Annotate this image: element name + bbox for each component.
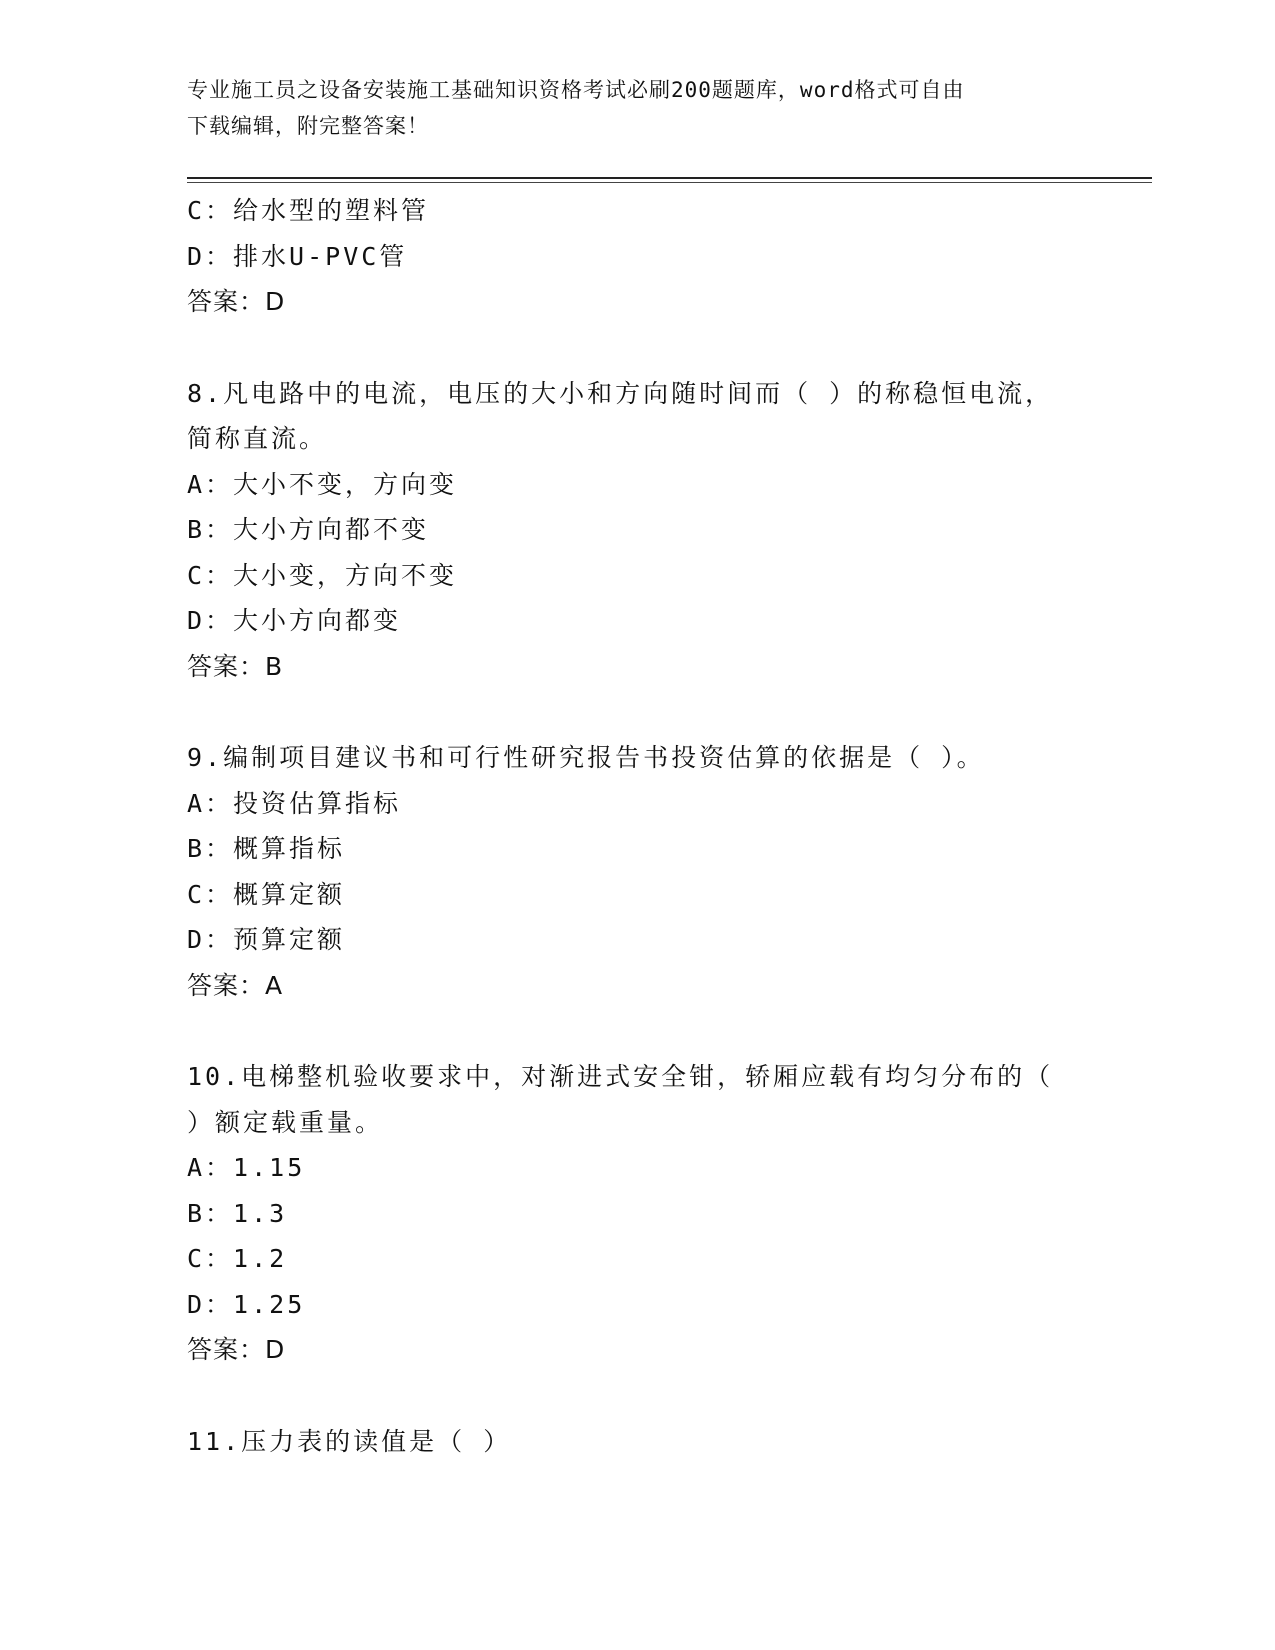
option-d: D：大小方向都变 — [187, 606, 402, 635]
answer-line: 答案：A — [187, 970, 284, 1000]
question-10 — [187, 1054, 1087, 1373]
option-c: C：大小变，方向不变 — [187, 560, 458, 590]
spacer — [187, 689, 1087, 735]
question-stem: 9.编制项目建议书和可行性研究报告书投资估算的依据是（ ）。 — [187, 743, 985, 772]
question-11 — [187, 1419, 1087, 1465]
header-rule-thin — [187, 182, 1152, 183]
question-8 — [187, 371, 1087, 690]
option-b: B：1.3 — [187, 1198, 288, 1228]
option-d: D：1.25 — [187, 1289, 306, 1319]
option-d: D：排水U-PVC管 — [187, 241, 408, 271]
header-rule-thick — [187, 177, 1152, 179]
question-stem: 8.凡电路中的电流，电压的大小和方向随时间而（ ）的称稳恒电流， — [187, 378, 1054, 408]
option-b: B：概算指标 — [187, 834, 346, 863]
option-a: A：大小不变，方向变 — [187, 469, 458, 499]
option-a: A：投资估算指标 — [187, 788, 402, 818]
question-9 — [187, 735, 1087, 1008]
answer-line: 答案：D — [187, 1335, 286, 1364]
page-header — [187, 72, 1067, 144]
question-stem-continued: ）额定载重量。 — [187, 1107, 384, 1137]
question-7-tail — [187, 188, 1087, 325]
question-stem-continued: 简称直流。 — [187, 424, 328, 453]
question-stem: 11.压力表的读值是（ ） — [187, 1426, 512, 1456]
question-content — [187, 188, 1087, 1464]
option-c: C：给水型的塑料管 — [187, 196, 430, 225]
question-stem: 10.电梯整机验收要求中，对渐进式安全钳，轿厢应载有均匀分布的（ — [187, 1062, 1054, 1091]
option-d: D：预算定额 — [187, 925, 346, 954]
option-c: C：概算定额 — [187, 879, 346, 909]
header-title-line-2: 下载编辑，附完整答案！ — [187, 114, 429, 138]
spacer — [187, 1008, 1087, 1054]
option-c: C：1.2 — [187, 1244, 288, 1273]
spacer — [187, 1373, 1087, 1419]
option-a: A：1.15 — [187, 1153, 306, 1182]
header-title-line-1: 专业施工员之设备安装施工基础知识资格考试必刷200题题库，word格式可自由 — [187, 78, 965, 102]
answer-line: 答案：D — [187, 287, 286, 316]
option-b: B：大小方向都不变 — [187, 515, 430, 544]
spacer — [187, 325, 1087, 371]
answer-line: 答案：B — [187, 651, 284, 681]
